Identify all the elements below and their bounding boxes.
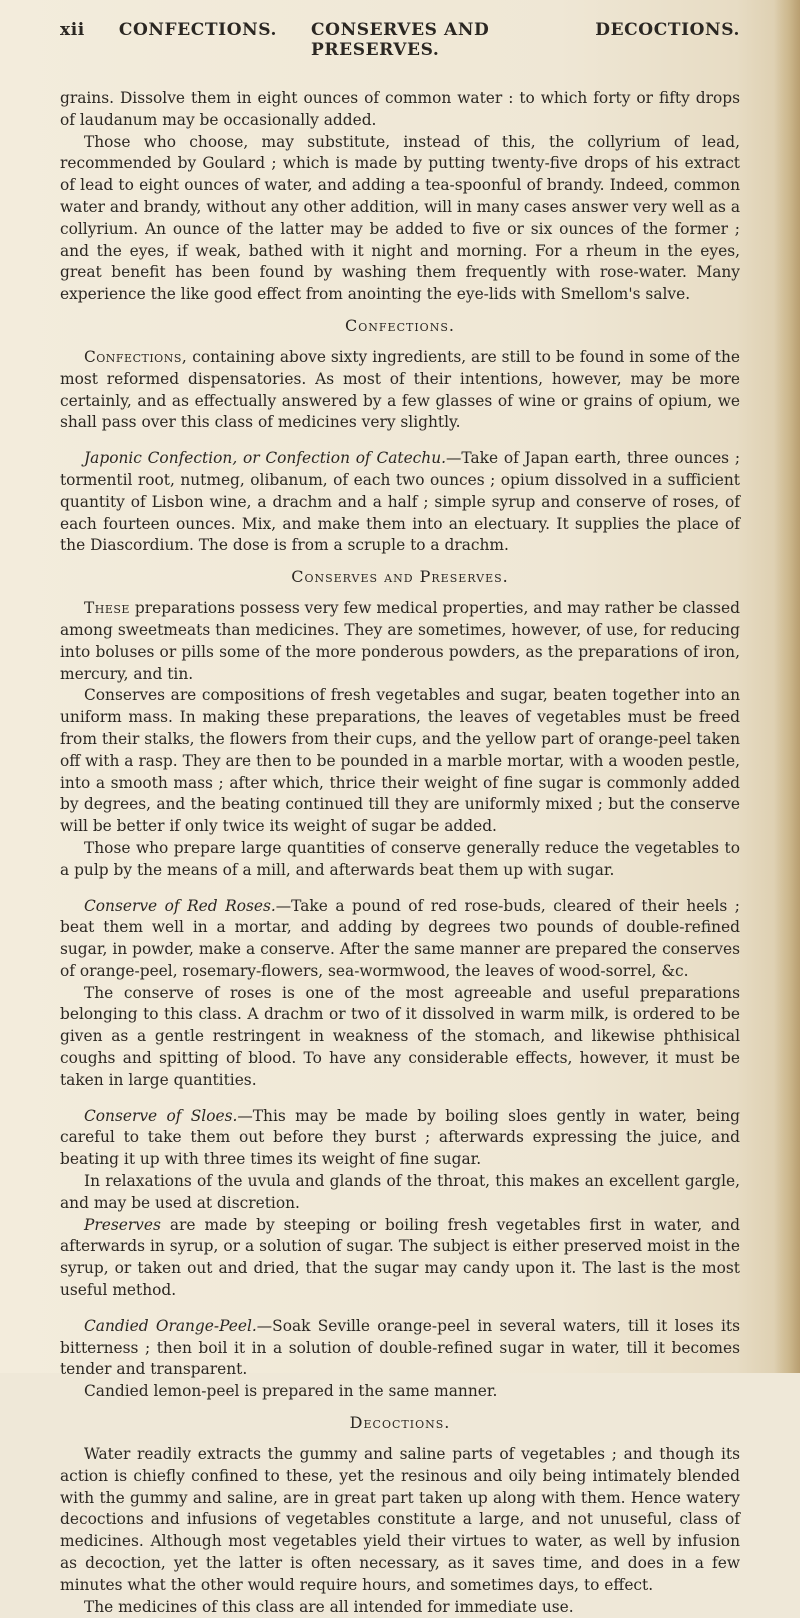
recipe-title: Conserve of Sloes. bbox=[84, 1106, 238, 1125]
paragraph-text: grains. Dissolve them in eight ounces of common water : to which forty or fifty drops of laudanum may be occasionally added. bbox=[60, 89, 740, 129]
paragraph bbox=[60, 132, 740, 306]
paragraph-text: —Take a pound of red rose-buds, cleared of their heels ; beat them well in a mortar, and adding by degrees two pounds of double-refined sugar, in powder, make a conserve. After the same manner are prepared the conserves of orange-peel, rosemary-flowers, sea-wormwood, the leaves of wood-sorrel, &c. bbox=[60, 896, 740, 980]
paragraph-text: are made by steeping or boiling fresh vegetables first in water, and afterwards in syrup, or a solution of sugar. The subject is either preserved moist in the syrup, or taken out and dried, that the sugar may candy upon it. The last is the most useful method. bbox=[60, 1215, 740, 1300]
paragraph bbox=[60, 1106, 740, 1171]
paragraph bbox=[60, 1381, 740, 1403]
paragraph bbox=[60, 1316, 740, 1381]
paragraph-text: The conserve of roses is one of the most agreeable and useful preparations belonging to this class. A drachm or two of it dissolved in warm milk, is ordered to be given as a gentle restringent in weakness of the stomach, and likewise phthisical coughs and spitting of blood. To have any considerable effects, however, it must be taken in large quantities. bbox=[60, 983, 740, 1089]
paragraph-text: containing above sixty ingredients, are still to be found in some of the most reformed dispensatories. As most of their intentions, however, may be more certainly, and as effectually answered by a few glasses of wine or grains of opium, we shall pass over this class of medicines very slightly. bbox=[60, 347, 740, 432]
paragraph-gap bbox=[60, 434, 740, 448]
paragraph-text: Candied lemon-peel is prepared in the same manner. bbox=[84, 1382, 498, 1401]
paragraph-text: The medicines of this class are all intended for immediate use. bbox=[84, 1597, 574, 1616]
section-heading: Decoctions. bbox=[349, 1413, 451, 1433]
page-edge-shadow bbox=[774, 0, 800, 1373]
paragraph-text: —Soak Seville orange-peel in several waters, till it loses its bitterness ; then boil it in a solution of double-refined sugar in water, till it becomes tender and transparent. bbox=[60, 1316, 740, 1379]
paragraph bbox=[60, 838, 740, 882]
paragraph-lead-word: These bbox=[84, 599, 130, 618]
recipe-title: Japonic Confection, or Confection of Catechu. bbox=[84, 449, 447, 468]
recipe-title: Conserve of Red Roses. bbox=[84, 896, 276, 915]
paragraph bbox=[60, 347, 740, 434]
running-title-3: DECOCTIONS. bbox=[595, 20, 740, 40]
paragraph bbox=[60, 685, 740, 838]
paragraph-text: Those who choose, may substitute, instead of this, the collyrium of lead, recommended by Goulard ; which is made by putting twenty-five drops of his extract of lead to eight ounces of water, and adding a tea-spoonful of brandy. Indeed, common water and brandy, without any other addition, will in many cases answer very well as a collyrium. An ounce of the latter may be added to five or six ounces of the former ; and the eyes, if weak, bathed with it night and morning. For a rheum in the eyes, great benefit has been found by washing them frequently with rose-water. Many experience the like good effect from anointing the eye-lids with Smellom's salve. bbox=[60, 132, 740, 304]
recipe-title: Candied Orange-Peel. bbox=[84, 1316, 257, 1335]
paragraph-text: —Take of Japan earth, three ounces ; tormentil root, nutmeg, olibanum, of each two ounces ; opium dissolved in a sufficient quantity of Lisbon wine, a drachm and a half ; simple syrup and conserve of roses, of each fourteen ounces. Mix, and make them into an electuary. It supplies the place of the Diascordium. The dose is from a scruple to a drachm. bbox=[60, 449, 741, 555]
paragraph-text: Those who prepare large quantities of conserve generally reduce the vegetables to a pulp by the means of a mill, and afterwards beat them up with sugar. bbox=[60, 838, 740, 879]
recipe-title: Preserves bbox=[84, 1215, 161, 1234]
paragraph-text: Water readily extracts the gummy and saline parts of vegetables ; and though its action is chiefly confined to these, yet the resinous and oily being intimately blended with the gummy and saline, are in great part taken up along with them. Hence watery decoctions and infusions of vegetables constitute a large, and not unuseful, class of medicines. Although most vegetables yield their virtues to water, as well by infusion as decoction, yet the latter is often necessary, as it saves time, and does in a few minutes what the other would require hours, and sometimes days, to effect. bbox=[60, 1445, 740, 1594]
paragraph-lead-word: Confections, bbox=[84, 347, 188, 366]
paragraph bbox=[60, 1597, 740, 1618]
paragraph bbox=[60, 88, 740, 132]
paragraph-text: In relaxations of the uvula and glands of the throat, this makes an excellent gargle, and may be used at discretion. bbox=[60, 1172, 740, 1212]
paragraph-gap bbox=[60, 1302, 740, 1316]
paragraph bbox=[60, 1171, 740, 1215]
section-heading: Conserves and Preserves. bbox=[291, 567, 509, 587]
paragraph bbox=[60, 896, 740, 983]
paragraph bbox=[60, 598, 740, 685]
paragraph bbox=[60, 1444, 740, 1597]
paragraph bbox=[60, 448, 740, 557]
paragraph bbox=[60, 1215, 740, 1302]
paragraph-text: Conserves are compositions of fresh vegetables and sugar, beaten together into an uniform mass. In making these preparations, the leaves of vegetables must be freed from their stalks, the flowers from their cups, and the yellow part of orange-peel taken off with a rasp. They are then to be pounded in a marble mortar, with a wooden pestle, into a smooth mass ; after which, thrice their weight of fine sugar is commonly added by degrees, and the beating continued till they are uniformly mixed ; but the conserve will be better if only twice its weight of sugar be added. bbox=[60, 686, 740, 836]
body-text bbox=[60, 88, 740, 1618]
section-heading: Confections. bbox=[345, 315, 455, 335]
running-title-2: CONSERVES AND PRESERVES. bbox=[311, 20, 490, 60]
paragraph-text: preparations possess very few medical properties, and may rather be classed among sweetmeats than medicines. They are sometimes, however, of use, for reducing into boluses or pills some of the more ponderous powders, as the preparations of iron, mercury, and tin. bbox=[60, 599, 740, 683]
paragraph bbox=[60, 983, 740, 1092]
paragraph-gap bbox=[60, 882, 740, 896]
running-header bbox=[60, 20, 740, 60]
paragraph-text: —This may be made by boiling sloes gently in water, being careful to take them out before they burst ; afterwards expressing the juice, and beating it up with three times its weight of fine sugar. bbox=[60, 1106, 740, 1169]
running-title-1: CONFECTIONS. bbox=[118, 20, 278, 40]
page-number: xii bbox=[60, 20, 85, 40]
paragraph-gap bbox=[60, 1092, 740, 1106]
